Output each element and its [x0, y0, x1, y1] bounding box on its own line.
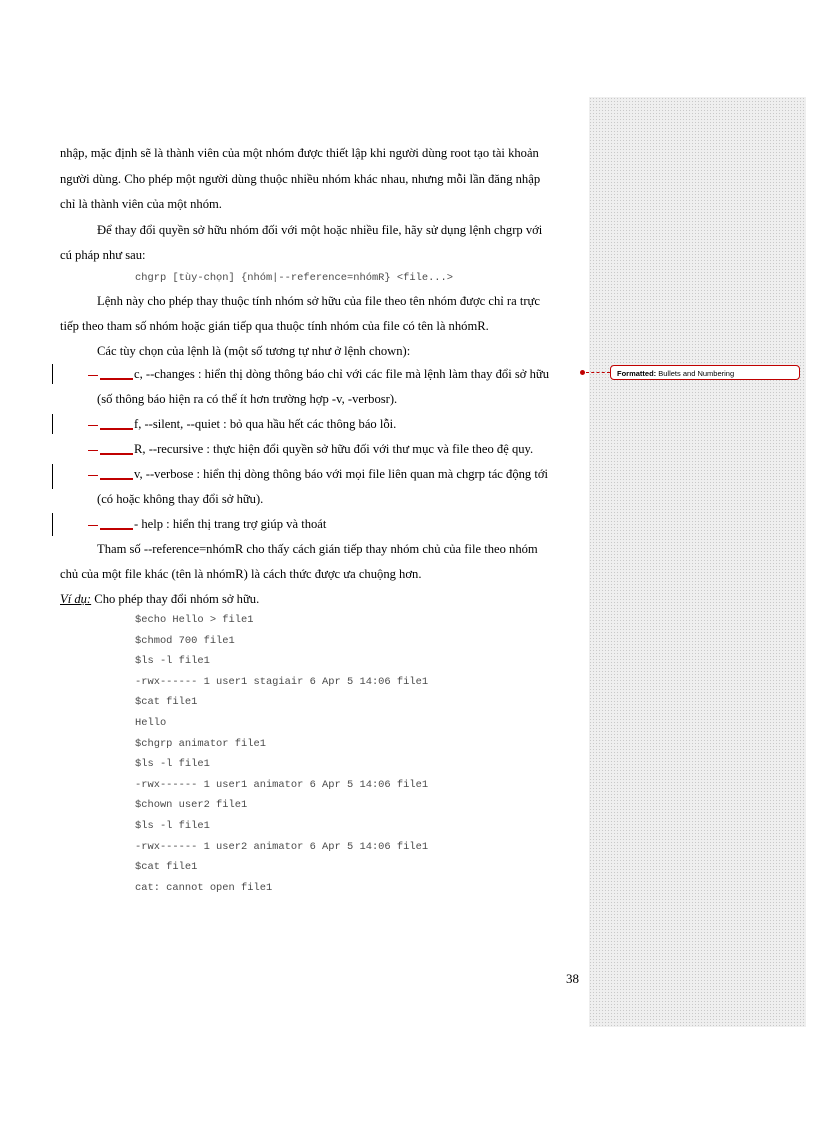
paragraph-line: Lệnh này cho phép thay thuộc tính nhóm sở hữu của file theo tên nhóm được chỉ ra trực: [97, 294, 540, 308]
change-bar: [52, 464, 53, 489]
syntax-line: chgrp [tùy-chọn] {nhóm|--reference=nhómR} <file...>: [135, 272, 454, 284]
code-line: cat: cannot open file1: [135, 882, 273, 894]
inserted-bullet-marker: [100, 528, 133, 530]
paragraph-line: nhập, mặc định sẽ là thành viên của một nhóm được thiết lập khi người dùng root tạo tài khoản: [60, 146, 539, 160]
code-line: $ls -l file1: [135, 758, 210, 770]
option-line: (số thông báo hiện ra có thể ít hơn trường hợp -v, -verbosr).: [97, 392, 398, 406]
paragraph-line: Tham số --reference=nhómR cho thấy cách gián tiếp thay nhóm chủ của file theo nhóm: [97, 542, 538, 556]
code-line: $chgrp animator file1: [135, 738, 266, 750]
paragraph-line: tiếp theo tham số nhóm hoặc gián tiếp qua thuộc tính nhóm của file có tên là nhómR.: [60, 319, 489, 333]
deleted-bullet-marker: [88, 450, 98, 451]
code-line: $cat file1: [135, 861, 198, 873]
paragraph-line: Để thay đổi quyền sở hữu nhóm đối với một hoặc nhiều file, hãy sử dụng lệnh chgrp với: [97, 223, 543, 237]
inserted-bullet-marker: [100, 428, 133, 430]
change-bar: [52, 364, 53, 384]
deleted-bullet-marker: [88, 475, 98, 476]
code-line: -rwx------ 1 user1 stagiair 6 Apr 5 14:06 file1: [135, 676, 429, 688]
comment-anchor-icon: [580, 370, 585, 375]
code-line: $ls -l file1: [135, 820, 210, 832]
inserted-bullet-marker: [100, 453, 133, 455]
change-bar: [52, 414, 53, 434]
option-line: - help : hiển thị trang trợ giúp và thoát: [134, 517, 327, 531]
comment-connector: [586, 372, 610, 373]
code-line: $chmod 700 file1: [135, 635, 235, 647]
code-line: Hello: [135, 717, 167, 729]
deleted-bullet-marker: [88, 525, 98, 526]
inserted-bullet-marker: [100, 478, 133, 480]
example-heading: [60, 591, 259, 607]
code-line: -rwx------ 1 user1 animator 6 Apr 5 14:06 file1: [135, 779, 429, 791]
paragraph-line: chủ của một file khác (tên là nhómR) là cách thức được ưa chuộng hơn.: [60, 567, 422, 581]
option-line: v, --verbose : hiển thị dòng thông báo với mọi file liên quan mà chgrp tác động tới: [134, 467, 549, 481]
example-label: Ví dụ:: [60, 592, 92, 606]
markup-pane: [589, 97, 806, 1027]
deleted-bullet-marker: [88, 375, 98, 376]
paragraph-line: Các tùy chọn của lệnh là (một số tương tự như ở lệnh chown):: [97, 344, 411, 358]
option-line: (có hoặc không thay đổi sở hữu).: [97, 492, 264, 506]
page-number: 38: [566, 971, 579, 986]
change-bar: [52, 513, 53, 536]
paragraph-line: người dùng. Cho phép một người dùng thuộc nhiều nhóm khác nhau, nhưng mỗi lần đăng nhập: [60, 172, 541, 186]
deleted-bullet-marker: [88, 425, 98, 426]
example-text: Cho phép thay đổi nhóm sở hữu.: [91, 592, 260, 606]
comment-text: Bullets and Numbering: [656, 369, 735, 378]
option-line: c, --changes : hiển thị dòng thông báo chỉ với các file mà lệnh làm thay đổi sở hữu: [134, 367, 549, 381]
code-line: $ls -l file1: [135, 655, 210, 667]
inserted-bullet-marker: [100, 378, 133, 380]
code-line: $echo Hello > file1: [135, 614, 254, 626]
paragraph-line: chỉ là thành viên của một nhóm.: [60, 197, 222, 211]
paragraph-line: cú pháp như sau:: [60, 248, 146, 262]
comment-label: Formatted:: [617, 369, 657, 378]
code-line: -rwx------ 1 user2 animator 6 Apr 5 14:06 file1: [135, 841, 429, 853]
code-line: $cat file1: [135, 696, 198, 708]
option-line: f, --silent, --quiet : bỏ qua hầu hết các thông báo lỗi.: [134, 417, 397, 431]
comment-balloon[interactable]: [610, 365, 800, 380]
code-line: $chown user2 file1: [135, 799, 248, 811]
option-line: R, --recursive : thực hiện đổi quyền sở hữu đối với thư mục và file theo đệ quy.: [134, 442, 534, 456]
